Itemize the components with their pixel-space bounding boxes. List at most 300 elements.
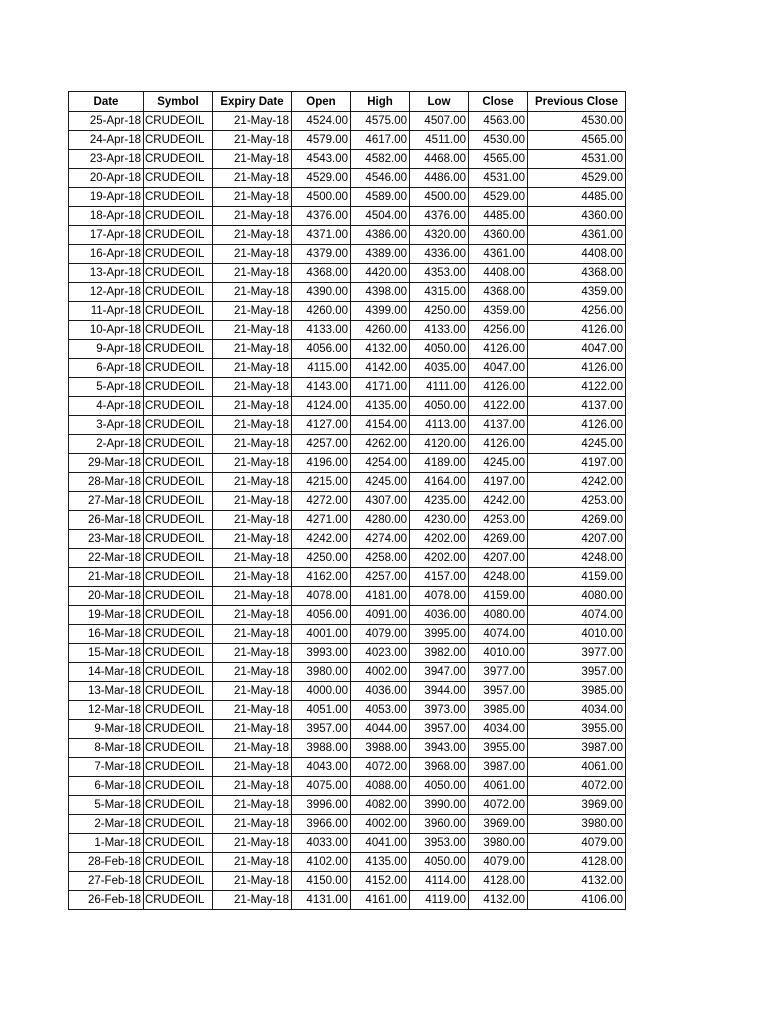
- cell-high: 4053.00: [351, 701, 410, 720]
- cell-previous-close: 3969.00: [528, 796, 626, 815]
- table-row: [69, 454, 626, 473]
- cell-date: 9-Apr-18: [69, 340, 144, 359]
- table-row: [69, 492, 626, 511]
- cell-open: 3996.00: [292, 796, 351, 815]
- cell-expiry-date: 21-May-18: [213, 758, 292, 777]
- cell-open: 4001.00: [292, 625, 351, 644]
- cell-high: 4258.00: [351, 549, 410, 568]
- cell-open: 4124.00: [292, 397, 351, 416]
- cell-date: 8-Mar-18: [69, 739, 144, 758]
- cell-expiry-date: 21-May-18: [213, 530, 292, 549]
- table-row: [69, 511, 626, 530]
- cell-expiry-date: 21-May-18: [213, 777, 292, 796]
- cell-low: 3982.00: [410, 644, 469, 663]
- table-row: [69, 549, 626, 568]
- cell-expiry-date: 21-May-18: [213, 359, 292, 378]
- table-row: [69, 416, 626, 435]
- cell-previous-close: 4122.00: [528, 378, 626, 397]
- cell-close: 4563.00: [469, 112, 528, 131]
- cell-date: 26-Feb-18: [69, 891, 144, 910]
- table-row: [69, 758, 626, 777]
- cell-previous-close: 4137.00: [528, 397, 626, 416]
- table-row: [69, 606, 626, 625]
- cell-expiry-date: 21-May-18: [213, 644, 292, 663]
- cell-high: 4171.00: [351, 378, 410, 397]
- cell-symbol: CRUDEOIL: [144, 663, 213, 682]
- cell-date: 12-Mar-18: [69, 701, 144, 720]
- cell-low: 4511.00: [410, 131, 469, 150]
- cell-symbol: CRUDEOIL: [144, 758, 213, 777]
- cell-open: 4579.00: [292, 131, 351, 150]
- table-row: [69, 397, 626, 416]
- cell-open: 4500.00: [292, 188, 351, 207]
- cell-high: 4262.00: [351, 435, 410, 454]
- cell-low: 4114.00: [410, 872, 469, 891]
- table-row: [69, 872, 626, 891]
- cell-low: 4486.00: [410, 169, 469, 188]
- cell-low: 4353.00: [410, 264, 469, 283]
- cell-date: 2-Mar-18: [69, 815, 144, 834]
- cell-high: 4132.00: [351, 340, 410, 359]
- cell-date: 23-Mar-18: [69, 530, 144, 549]
- cell-date: 5-Apr-18: [69, 378, 144, 397]
- cell-previous-close: 4126.00: [528, 359, 626, 378]
- cell-date: 17-Apr-18: [69, 226, 144, 245]
- table-row: [69, 340, 626, 359]
- cell-close: 4126.00: [469, 340, 528, 359]
- table-row: [69, 720, 626, 739]
- cell-date: 14-Mar-18: [69, 663, 144, 682]
- table-row: [69, 150, 626, 169]
- cell-symbol: CRUDEOIL: [144, 283, 213, 302]
- cell-previous-close: 4207.00: [528, 530, 626, 549]
- header-low: Low: [410, 92, 469, 112]
- cell-close: 3955.00: [469, 739, 528, 758]
- cell-symbol: CRUDEOIL: [144, 378, 213, 397]
- cell-high: 4257.00: [351, 568, 410, 587]
- cell-close: 3987.00: [469, 758, 528, 777]
- cell-previous-close: 4074.00: [528, 606, 626, 625]
- cell-symbol: CRUDEOIL: [144, 321, 213, 340]
- table-row: [69, 834, 626, 853]
- cell-high: 4041.00: [351, 834, 410, 853]
- cell-open: 4529.00: [292, 169, 351, 188]
- cell-close: 4256.00: [469, 321, 528, 340]
- cell-close: 3977.00: [469, 663, 528, 682]
- cell-expiry-date: 21-May-18: [213, 606, 292, 625]
- cell-symbol: CRUDEOIL: [144, 568, 213, 587]
- cell-date: 3-Apr-18: [69, 416, 144, 435]
- cell-low: 4050.00: [410, 853, 469, 872]
- cell-open: 3993.00: [292, 644, 351, 663]
- cell-low: 4157.00: [410, 568, 469, 587]
- cell-high: 4254.00: [351, 454, 410, 473]
- table-row: [69, 207, 626, 226]
- cell-low: 3995.00: [410, 625, 469, 644]
- cell-symbol: CRUDEOIL: [144, 397, 213, 416]
- cell-low: 4120.00: [410, 435, 469, 454]
- table-row: [69, 682, 626, 701]
- cell-expiry-date: 21-May-18: [213, 207, 292, 226]
- cell-expiry-date: 21-May-18: [213, 283, 292, 302]
- cell-close: 4253.00: [469, 511, 528, 530]
- cell-previous-close: 4256.00: [528, 302, 626, 321]
- cell-close: 3969.00: [469, 815, 528, 834]
- cell-high: 4575.00: [351, 112, 410, 131]
- cell-symbol: CRUDEOIL: [144, 739, 213, 758]
- cell-high: 3988.00: [351, 739, 410, 758]
- cell-low: 4315.00: [410, 283, 469, 302]
- cell-close: 4159.00: [469, 587, 528, 606]
- cell-close: 4485.00: [469, 207, 528, 226]
- cell-high: 4582.00: [351, 150, 410, 169]
- cell-symbol: CRUDEOIL: [144, 340, 213, 359]
- table-row: [69, 663, 626, 682]
- cell-previous-close: 4248.00: [528, 549, 626, 568]
- cell-date: 5-Mar-18: [69, 796, 144, 815]
- cell-expiry-date: 21-May-18: [213, 568, 292, 587]
- cell-date: 19-Apr-18: [69, 188, 144, 207]
- cell-open: 4242.00: [292, 530, 351, 549]
- cell-expiry-date: 21-May-18: [213, 891, 292, 910]
- cell-close: 4529.00: [469, 188, 528, 207]
- cell-low: 3944.00: [410, 682, 469, 701]
- cell-low: 4500.00: [410, 188, 469, 207]
- cell-expiry-date: 21-May-18: [213, 321, 292, 340]
- cell-open: 3957.00: [292, 720, 351, 739]
- cell-open: 4056.00: [292, 340, 351, 359]
- table-row: [69, 587, 626, 606]
- cell-expiry-date: 21-May-18: [213, 473, 292, 492]
- header-date: Date: [69, 92, 144, 112]
- cell-expiry-date: 21-May-18: [213, 739, 292, 758]
- cell-symbol: CRUDEOIL: [144, 112, 213, 131]
- cell-open: 4127.00: [292, 416, 351, 435]
- cell-high: 4161.00: [351, 891, 410, 910]
- cell-open: 4033.00: [292, 834, 351, 853]
- cell-expiry-date: 21-May-18: [213, 169, 292, 188]
- cell-open: 4371.00: [292, 226, 351, 245]
- cell-expiry-date: 21-May-18: [213, 302, 292, 321]
- cell-close: 4207.00: [469, 549, 528, 568]
- cell-close: 3957.00: [469, 682, 528, 701]
- cell-close: 4010.00: [469, 644, 528, 663]
- cell-previous-close: 4242.00: [528, 473, 626, 492]
- table-row: [69, 435, 626, 454]
- cell-close: 4137.00: [469, 416, 528, 435]
- cell-open: 4543.00: [292, 150, 351, 169]
- cell-previous-close: 4159.00: [528, 568, 626, 587]
- cell-low: 4230.00: [410, 511, 469, 530]
- cell-previous-close: 3987.00: [528, 739, 626, 758]
- cell-high: 4274.00: [351, 530, 410, 549]
- table-row: [69, 701, 626, 720]
- cell-previous-close: 4010.00: [528, 625, 626, 644]
- table-row: [69, 853, 626, 872]
- table-row: [69, 359, 626, 378]
- cell-previous-close: 4529.00: [528, 169, 626, 188]
- cell-previous-close: 4361.00: [528, 226, 626, 245]
- cell-date: 24-Apr-18: [69, 131, 144, 150]
- cell-expiry-date: 21-May-18: [213, 720, 292, 739]
- cell-high: 4589.00: [351, 188, 410, 207]
- cell-previous-close: 4531.00: [528, 150, 626, 169]
- cell-low: 3957.00: [410, 720, 469, 739]
- cell-open: 4196.00: [292, 454, 351, 473]
- cell-high: 4399.00: [351, 302, 410, 321]
- cell-low: 3968.00: [410, 758, 469, 777]
- header-open: Open: [292, 92, 351, 112]
- cell-open: 4150.00: [292, 872, 351, 891]
- cell-expiry-date: 21-May-18: [213, 511, 292, 530]
- cell-date: 2-Apr-18: [69, 435, 144, 454]
- cell-close: 4360.00: [469, 226, 528, 245]
- cell-low: 3960.00: [410, 815, 469, 834]
- cell-symbol: CRUDEOIL: [144, 644, 213, 663]
- cell-low: 4050.00: [410, 340, 469, 359]
- cell-open: 4078.00: [292, 587, 351, 606]
- cell-previous-close: 4061.00: [528, 758, 626, 777]
- header-expiry-date: Expiry Date: [213, 92, 292, 112]
- cell-symbol: CRUDEOIL: [144, 473, 213, 492]
- cell-date: 22-Mar-18: [69, 549, 144, 568]
- cell-previous-close: 4034.00: [528, 701, 626, 720]
- cell-expiry-date: 21-May-18: [213, 492, 292, 511]
- cell-symbol: CRUDEOIL: [144, 853, 213, 872]
- cell-high: 4154.00: [351, 416, 410, 435]
- cell-expiry-date: 21-May-18: [213, 853, 292, 872]
- table-row: [69, 796, 626, 815]
- cell-expiry-date: 21-May-18: [213, 340, 292, 359]
- cell-expiry-date: 21-May-18: [213, 549, 292, 568]
- cell-open: 4000.00: [292, 682, 351, 701]
- header-high: High: [351, 92, 410, 112]
- cell-open: 3966.00: [292, 815, 351, 834]
- cell-expiry-date: 21-May-18: [213, 416, 292, 435]
- cell-close: 4197.00: [469, 473, 528, 492]
- cell-open: 4133.00: [292, 321, 351, 340]
- cell-open: 4115.00: [292, 359, 351, 378]
- table-row: [69, 891, 626, 910]
- cell-close: 4072.00: [469, 796, 528, 815]
- cell-open: 4056.00: [292, 606, 351, 625]
- cell-open: 4272.00: [292, 492, 351, 511]
- cell-high: 4420.00: [351, 264, 410, 283]
- cell-symbol: CRUDEOIL: [144, 606, 213, 625]
- cell-expiry-date: 21-May-18: [213, 587, 292, 606]
- cell-open: 4215.00: [292, 473, 351, 492]
- cell-low: 4164.00: [410, 473, 469, 492]
- cell-previous-close: 4132.00: [528, 872, 626, 891]
- table-row: [69, 644, 626, 663]
- price-table: [68, 91, 626, 910]
- cell-date: 28-Mar-18: [69, 473, 144, 492]
- cell-date: 10-Apr-18: [69, 321, 144, 340]
- table-row: [69, 188, 626, 207]
- cell-previous-close: 4408.00: [528, 245, 626, 264]
- table-row: [69, 283, 626, 302]
- cell-high: 4036.00: [351, 682, 410, 701]
- cell-open: 4043.00: [292, 758, 351, 777]
- cell-previous-close: 4079.00: [528, 834, 626, 853]
- cell-close: 4126.00: [469, 435, 528, 454]
- cell-high: 4091.00: [351, 606, 410, 625]
- cell-low: 4133.00: [410, 321, 469, 340]
- cell-close: 4132.00: [469, 891, 528, 910]
- cell-open: 4390.00: [292, 283, 351, 302]
- cell-expiry-date: 21-May-18: [213, 226, 292, 245]
- cell-previous-close: 3977.00: [528, 644, 626, 663]
- cell-close: 4242.00: [469, 492, 528, 511]
- cell-symbol: CRUDEOIL: [144, 435, 213, 454]
- cell-low: 4035.00: [410, 359, 469, 378]
- cell-expiry-date: 21-May-18: [213, 663, 292, 682]
- cell-high: 4617.00: [351, 131, 410, 150]
- cell-symbol: CRUDEOIL: [144, 454, 213, 473]
- cell-low: 4189.00: [410, 454, 469, 473]
- cell-symbol: CRUDEOIL: [144, 207, 213, 226]
- cell-high: 4546.00: [351, 169, 410, 188]
- cell-open: 4257.00: [292, 435, 351, 454]
- cell-symbol: CRUDEOIL: [144, 188, 213, 207]
- cell-expiry-date: 21-May-18: [213, 796, 292, 815]
- table-row: [69, 245, 626, 264]
- cell-high: 4152.00: [351, 872, 410, 891]
- cell-low: 3943.00: [410, 739, 469, 758]
- cell-expiry-date: 21-May-18: [213, 264, 292, 283]
- cell-symbol: CRUDEOIL: [144, 492, 213, 511]
- cell-symbol: CRUDEOIL: [144, 511, 213, 530]
- cell-symbol: CRUDEOIL: [144, 131, 213, 150]
- table-row: [69, 739, 626, 758]
- cell-low: 4376.00: [410, 207, 469, 226]
- table-row: [69, 169, 626, 188]
- cell-date: 20-Apr-18: [69, 169, 144, 188]
- cell-close: 4061.00: [469, 777, 528, 796]
- cell-symbol: CRUDEOIL: [144, 587, 213, 606]
- cell-high: 4398.00: [351, 283, 410, 302]
- cell-low: 4235.00: [410, 492, 469, 511]
- cell-close: 4565.00: [469, 150, 528, 169]
- cell-low: 4119.00: [410, 891, 469, 910]
- cell-high: 4088.00: [351, 777, 410, 796]
- cell-close: 4245.00: [469, 454, 528, 473]
- cell-previous-close: 3980.00: [528, 815, 626, 834]
- cell-expiry-date: 21-May-18: [213, 872, 292, 891]
- cell-open: 3988.00: [292, 739, 351, 758]
- table-row: [69, 568, 626, 587]
- cell-previous-close: 3955.00: [528, 720, 626, 739]
- cell-date: 15-Mar-18: [69, 644, 144, 663]
- cell-high: 4082.00: [351, 796, 410, 815]
- cell-low: 4111.00: [410, 378, 469, 397]
- header-close: Close: [469, 92, 528, 112]
- cell-expiry-date: 21-May-18: [213, 834, 292, 853]
- table-row: [69, 131, 626, 150]
- cell-symbol: CRUDEOIL: [144, 226, 213, 245]
- table-row: [69, 226, 626, 245]
- cell-symbol: CRUDEOIL: [144, 815, 213, 834]
- cell-close: 4080.00: [469, 606, 528, 625]
- cell-previous-close: 4126.00: [528, 321, 626, 340]
- cell-previous-close: 4368.00: [528, 264, 626, 283]
- cell-high: 4079.00: [351, 625, 410, 644]
- cell-previous-close: 4245.00: [528, 435, 626, 454]
- cell-expiry-date: 21-May-18: [213, 397, 292, 416]
- cell-open: 4250.00: [292, 549, 351, 568]
- cell-high: 4135.00: [351, 397, 410, 416]
- cell-symbol: CRUDEOIL: [144, 682, 213, 701]
- cell-high: 4142.00: [351, 359, 410, 378]
- cell-high: 4135.00: [351, 853, 410, 872]
- cell-date: 6-Apr-18: [69, 359, 144, 378]
- table-body: [69, 112, 626, 910]
- header-symbol: Symbol: [144, 92, 213, 112]
- cell-low: 4113.00: [410, 416, 469, 435]
- cell-date: 9-Mar-18: [69, 720, 144, 739]
- cell-previous-close: 4197.00: [528, 454, 626, 473]
- cell-close: 4408.00: [469, 264, 528, 283]
- cell-close: 4361.00: [469, 245, 528, 264]
- cell-low: 4036.00: [410, 606, 469, 625]
- cell-high: 4389.00: [351, 245, 410, 264]
- cell-close: 4074.00: [469, 625, 528, 644]
- cell-symbol: CRUDEOIL: [144, 834, 213, 853]
- cell-close: 4126.00: [469, 378, 528, 397]
- cell-high: 4504.00: [351, 207, 410, 226]
- table-row: [69, 264, 626, 283]
- cell-symbol: CRUDEOIL: [144, 302, 213, 321]
- cell-high: 4260.00: [351, 321, 410, 340]
- table-row: [69, 321, 626, 340]
- cell-expiry-date: 21-May-18: [213, 131, 292, 150]
- cell-date: 6-Mar-18: [69, 777, 144, 796]
- cell-close: 4368.00: [469, 283, 528, 302]
- cell-low: 4336.00: [410, 245, 469, 264]
- cell-symbol: CRUDEOIL: [144, 245, 213, 264]
- cell-expiry-date: 21-May-18: [213, 682, 292, 701]
- table-row: [69, 112, 626, 131]
- header-previous-close: Previous Close: [528, 92, 626, 112]
- cell-low: 3947.00: [410, 663, 469, 682]
- cell-open: 4368.00: [292, 264, 351, 283]
- cell-high: 4002.00: [351, 663, 410, 682]
- cell-date: 12-Apr-18: [69, 283, 144, 302]
- cell-previous-close: 4565.00: [528, 131, 626, 150]
- cell-open: 4051.00: [292, 701, 351, 720]
- table-row: [69, 473, 626, 492]
- cell-close: 4128.00: [469, 872, 528, 891]
- cell-date: 19-Mar-18: [69, 606, 144, 625]
- cell-close: 4034.00: [469, 720, 528, 739]
- cell-close: 4122.00: [469, 397, 528, 416]
- cell-expiry-date: 21-May-18: [213, 435, 292, 454]
- cell-symbol: CRUDEOIL: [144, 530, 213, 549]
- cell-low: 4320.00: [410, 226, 469, 245]
- cell-open: 3980.00: [292, 663, 351, 682]
- cell-date: 13-Apr-18: [69, 264, 144, 283]
- cell-close: 3985.00: [469, 701, 528, 720]
- cell-low: 3973.00: [410, 701, 469, 720]
- cell-high: 4044.00: [351, 720, 410, 739]
- cell-date: 20-Mar-18: [69, 587, 144, 606]
- cell-date: 11-Apr-18: [69, 302, 144, 321]
- table-row: [69, 302, 626, 321]
- cell-open: 4162.00: [292, 568, 351, 587]
- cell-open: 4075.00: [292, 777, 351, 796]
- cell-high: 4023.00: [351, 644, 410, 663]
- cell-close: 4531.00: [469, 169, 528, 188]
